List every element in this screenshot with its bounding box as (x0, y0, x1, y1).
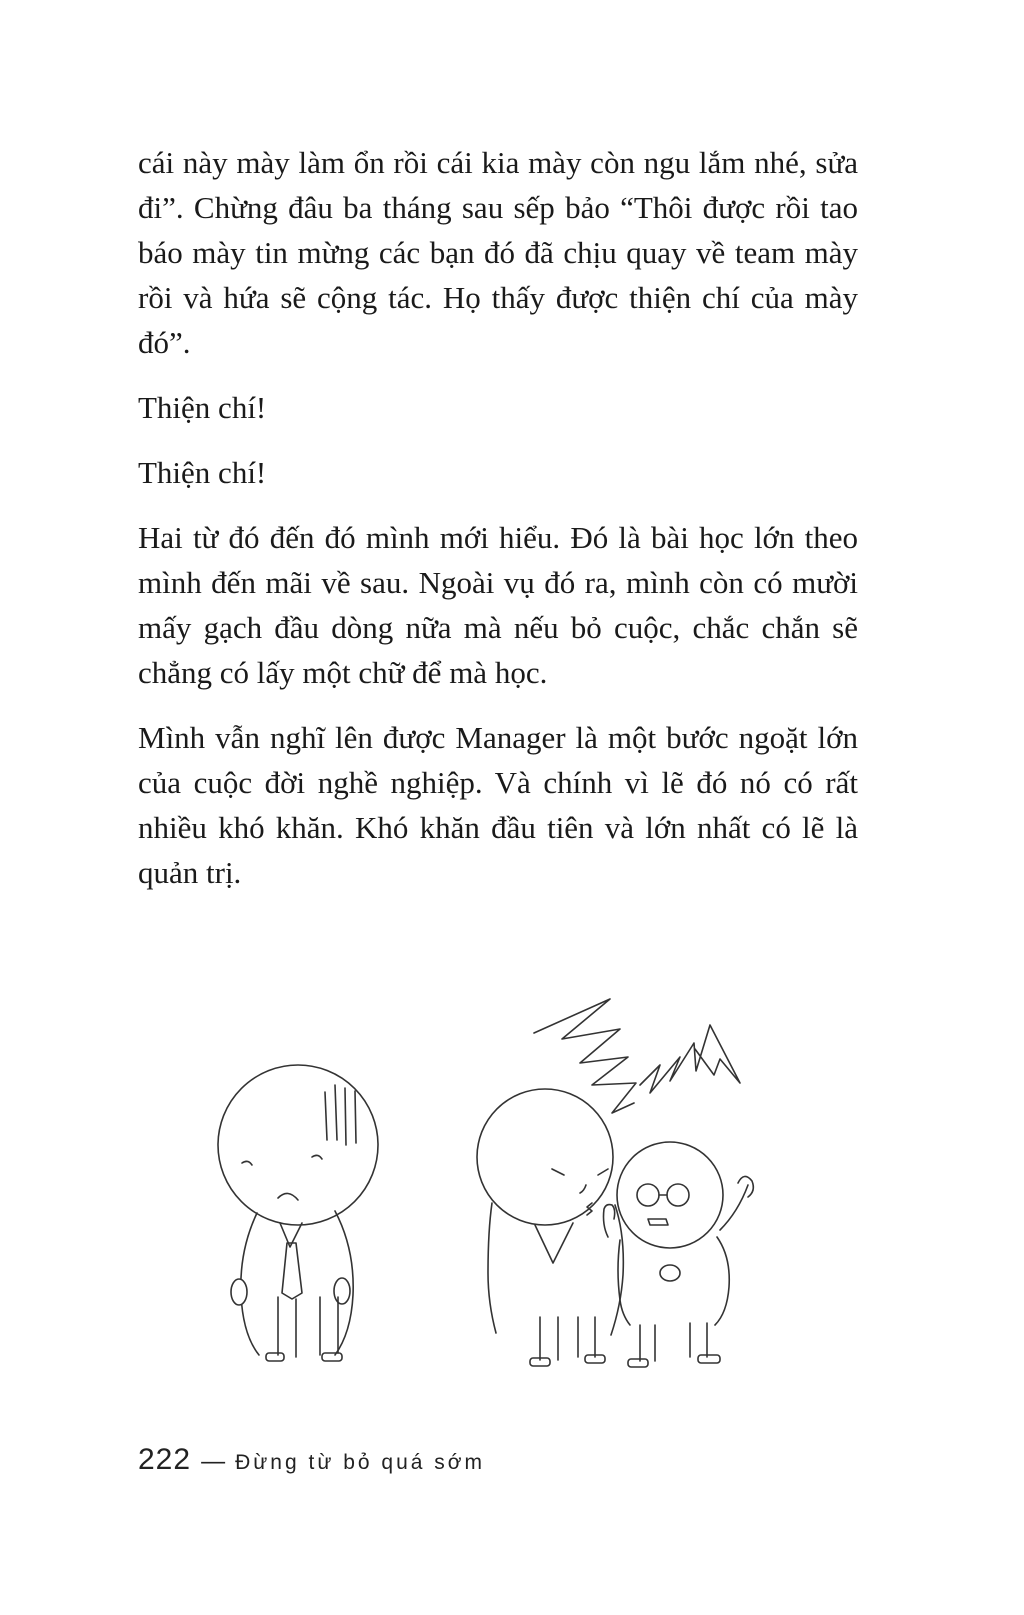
footer-dash: — (201, 1448, 226, 1475)
page-footer (138, 1443, 485, 1477)
paragraph-2: Thiện chí! (138, 390, 267, 425)
paragraph-1: cái này mày làm ổn rồi cái kia mày còn ngu lắm nhé, sửa đi”. Chừng đâu ba tháng sau sếp bảo “Thôi được rồi tao báo mày tin mừng các bạn đó đã chịu quay về team mày rồi và hứa sẽ cộng tác. Họ thấy được thiện chí của mày đó”. (138, 145, 858, 360)
paragraph-5: Mình vẫn nghĩ lên được Manager là một bước ngoặt lớn của cuộc đời nghề nghiệp. Và chính vì lẽ đó nó có rất nhiều khó khăn. Khó khăn đầu tiên và lớn nhất có lẽ là quản trị. (138, 720, 858, 890)
angry-boss-figure (477, 1089, 623, 1366)
paragraph-3: Thiện chí! (138, 455, 267, 490)
paragraph-4: Hai từ đó đến đó mình mới hiểu. Đó là bài học lớn theo mình đến mãi về sau. Ngoài vụ đó ra, mình còn có mười mấy gạch đầu dòng nữa mà nếu bỏ cuộc, chắc chắn sẽ chẳng có lấy một chữ để mà học. (138, 520, 858, 690)
body-text (138, 140, 858, 915)
page-number: 222 (138, 1443, 192, 1476)
cartoon-illustration (200, 985, 800, 1385)
book-title: Đừng từ bỏ quá sớm (235, 1451, 486, 1474)
sad-employee-figure (218, 1065, 378, 1361)
